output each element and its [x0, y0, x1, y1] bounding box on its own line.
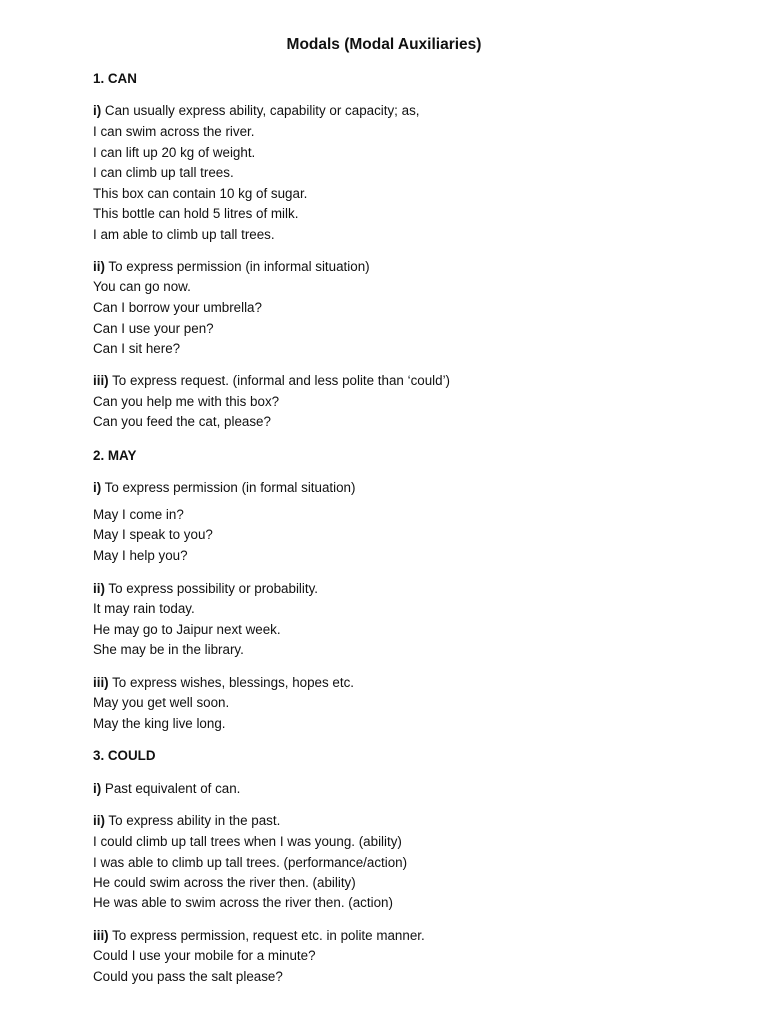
- section-heading-may: 2. MAY: [93, 448, 137, 463]
- point-could-i: [93, 780, 240, 798]
- point-number: ii): [93, 259, 105, 274]
- point-may-i: [93, 479, 355, 497]
- example-line: I can swim across the river.: [93, 124, 255, 139]
- example-line: Can I sit here?: [93, 341, 181, 356]
- example-line: Could I use your mobile for a minute?: [93, 948, 316, 963]
- point-number: ii): [93, 813, 105, 828]
- example-line: Can you help me with this box?: [93, 394, 280, 409]
- point-text: To express wishes, blessings, hopes etc.: [108, 675, 354, 690]
- point-may-ii: [93, 580, 318, 598]
- example-line: This box can contain 10 kg of sugar.: [93, 186, 308, 201]
- point-could-ii: [93, 812, 280, 830]
- example-line: I can lift up 20 kg of weight.: [93, 145, 256, 160]
- example-line: This bottle can hold 5 litres of milk.: [93, 206, 299, 221]
- point-number: ii): [93, 581, 105, 596]
- point-number: iii): [93, 928, 109, 943]
- example-line: Can I borrow your umbrella?: [93, 300, 262, 315]
- point-number: iii): [93, 373, 109, 388]
- example-line: I can climb up tall trees.: [93, 165, 234, 180]
- example-line: May you get well soon.: [93, 695, 230, 710]
- example-line: She may be in the library.: [93, 642, 244, 657]
- example-line: You can go now.: [93, 279, 191, 294]
- example-line: May I help you?: [93, 548, 188, 563]
- example-line: He may go to Jaipur next week.: [93, 622, 281, 637]
- example-line: I am able to climb up tall trees.: [93, 227, 275, 242]
- point-number: i): [93, 781, 102, 796]
- example-line: May the king live long.: [93, 716, 226, 731]
- point-can-i: [93, 102, 419, 120]
- example-line: He could swim across the river then. (ability): [93, 875, 356, 890]
- point-number: i): [93, 480, 102, 495]
- example-line: May I speak to you?: [93, 527, 213, 542]
- point-could-iii: [93, 927, 425, 945]
- section-heading-can: 1. CAN: [93, 71, 137, 86]
- point-text: To express permission (in formal situation): [101, 480, 356, 495]
- example-line: Can I use your pen?: [93, 321, 214, 336]
- point-can-iii: [93, 372, 450, 390]
- point-text: Past equivalent of can.: [101, 781, 241, 796]
- example-line: It may rain today.: [93, 601, 195, 616]
- point-text: To express permission (in informal situation): [104, 259, 370, 274]
- point-number: iii): [93, 675, 109, 690]
- point-text: To express ability in the past.: [104, 813, 281, 828]
- point-text: To express request. (informal and less polite than ‘could’): [108, 373, 451, 388]
- page-title: Modals (Modal Auxiliaries): [286, 36, 482, 53]
- example-line: I could climb up tall trees when I was young. (ability): [93, 834, 402, 849]
- example-line: He was able to swim across the river then. (action): [93, 895, 393, 910]
- example-line: Could you pass the salt please?: [93, 969, 283, 984]
- point-text: To express permission, request etc. in polite manner.: [108, 928, 425, 943]
- section-heading-could: 3. COULD: [93, 748, 156, 763]
- point-text: Can usually express ability, capability or capacity; as,: [101, 103, 420, 118]
- point-can-ii: [93, 258, 370, 276]
- example-line: Can you feed the cat, please?: [93, 414, 271, 429]
- point-may-iii: [93, 674, 354, 692]
- example-line: I was able to climb up tall trees. (performance/action): [93, 855, 408, 870]
- point-text: To express possibility or probability.: [104, 581, 319, 596]
- example-line: May I come in?: [93, 507, 184, 522]
- point-number: i): [93, 103, 102, 118]
